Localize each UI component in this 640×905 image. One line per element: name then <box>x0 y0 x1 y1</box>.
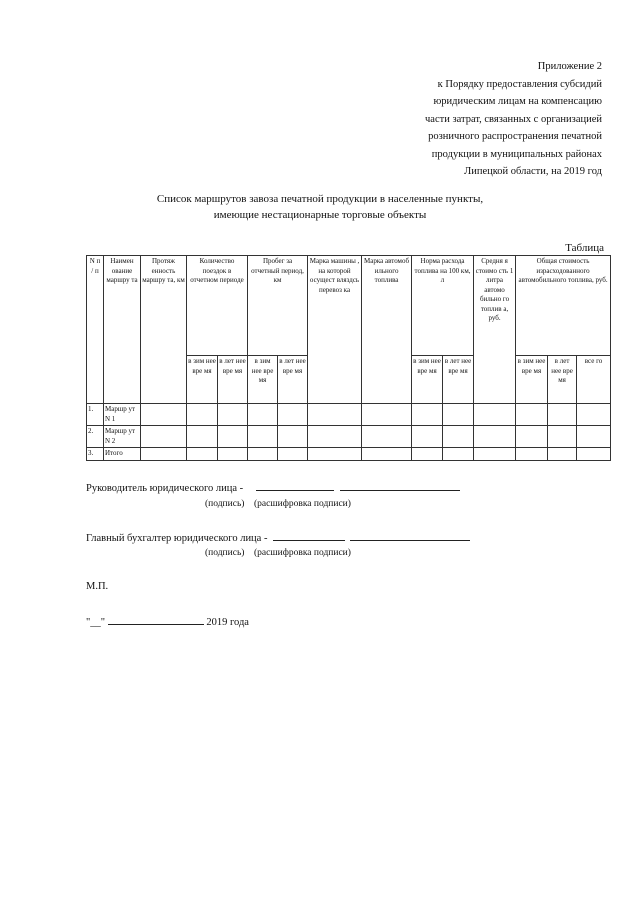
header-mileage: Пробег за отчетный период, км <box>248 256 308 356</box>
accountant-label: Главный бухгалтер юридического лица - <box>86 533 268 544</box>
date-prefix: "__" <box>86 617 106 628</box>
subheader-summer: в лет нее вре мя <box>278 356 308 404</box>
accountant-signature-line <box>86 531 470 544</box>
row-num: 2. <box>87 426 104 448</box>
signature-blank[interactable] <box>273 531 345 541</box>
header-fuel-norm: Норма расхода топлива на 100 км, л <box>412 256 474 356</box>
date-line <box>86 615 249 628</box>
head-signature-hints <box>205 499 351 509</box>
appendix-line: Приложение 2 <box>537 61 602 72</box>
row-name: Итого <box>104 448 141 461</box>
subheader-summer: в лет нее вре мя <box>218 356 248 404</box>
header-trips: Количество поездок в отчетном периоде <box>187 256 248 356</box>
subheader-summer: в лет нее вре мя <box>443 356 474 404</box>
head-label: Руководитель юридического лица - <box>86 483 244 494</box>
subheader-winter: в зим нее вре мя <box>248 356 278 404</box>
head-signature-line <box>86 481 460 494</box>
appendix-line: розничного распространения печатной <box>428 131 602 142</box>
header-total-cost: Общая стоимость израсходованного автомобильного топлива, руб. <box>516 256 611 356</box>
row-name: Маршр ут N 2 <box>104 426 141 448</box>
table-row <box>87 426 611 448</box>
subheader-total: все го <box>577 356 611 404</box>
decoding-blank[interactable] <box>340 481 460 491</box>
date-blank[interactable] <box>108 615 204 625</box>
subheader-winter: в зим нее вре мя <box>412 356 443 404</box>
routes-table <box>86 255 611 461</box>
table-label: Таблица <box>565 242 604 254</box>
document-title <box>90 191 550 223</box>
appendix-line: юридическим лицам на компенсацию <box>433 96 602 107</box>
header-length: Протяж енность маршру та, км <box>141 256 187 404</box>
row-name: Маршр ут N 1 <box>104 404 141 426</box>
decoding-blank[interactable] <box>350 531 470 541</box>
header-fuel-brand: Марка автомоб ильного топлива <box>362 256 412 404</box>
appendix-line: к Порядку предоставления субсидий <box>437 78 602 90</box>
appendix-line: Липецкой области, на 2019 год <box>464 166 602 177</box>
row-num: 1. <box>87 404 104 426</box>
accountant-signature-hints <box>205 548 351 558</box>
decoding-hint: (расшифровка подписи) <box>253 499 351 509</box>
table-row <box>87 404 611 426</box>
signature-hint: (подпись) <box>205 548 245 558</box>
appendix-line: части затрат, связанных с организацией <box>425 113 602 125</box>
header-car-brand: Марка машины , на которой осущест вляздсь перевоз ка <box>308 256 362 404</box>
decoding-hint: (расшифровка подписи) <box>253 548 351 558</box>
header-avg-cost: Средня я стоимо сть 1 литра автомо бильно го топлив а, руб. <box>474 256 516 404</box>
header-num: N п / п <box>87 256 104 404</box>
subheader-winter: в зим нее вре мя <box>187 356 218 404</box>
subheader-summer: в лет нее вре мя <box>548 356 577 404</box>
signature-blank[interactable] <box>256 481 334 491</box>
appendix-header <box>342 58 602 181</box>
row-num: 3. <box>87 448 104 461</box>
appendix-line: продукции в муниципальных районах <box>431 148 602 160</box>
subheader-winter: в зим нее вре мя <box>516 356 548 404</box>
title-line-1: Список маршрутов завоза печатной продукции в населенные пункты, <box>156 193 484 205</box>
stamp-placeholder: М.П. <box>86 581 109 592</box>
date-suffix: 2019 года <box>206 617 249 628</box>
title-line-2: имеющие нестационарные торговые объекты <box>213 209 427 221</box>
signature-hint: (подпись) <box>205 499 245 509</box>
header-route-name: Наимен ование маршру та <box>104 256 141 404</box>
table-row <box>87 448 611 461</box>
